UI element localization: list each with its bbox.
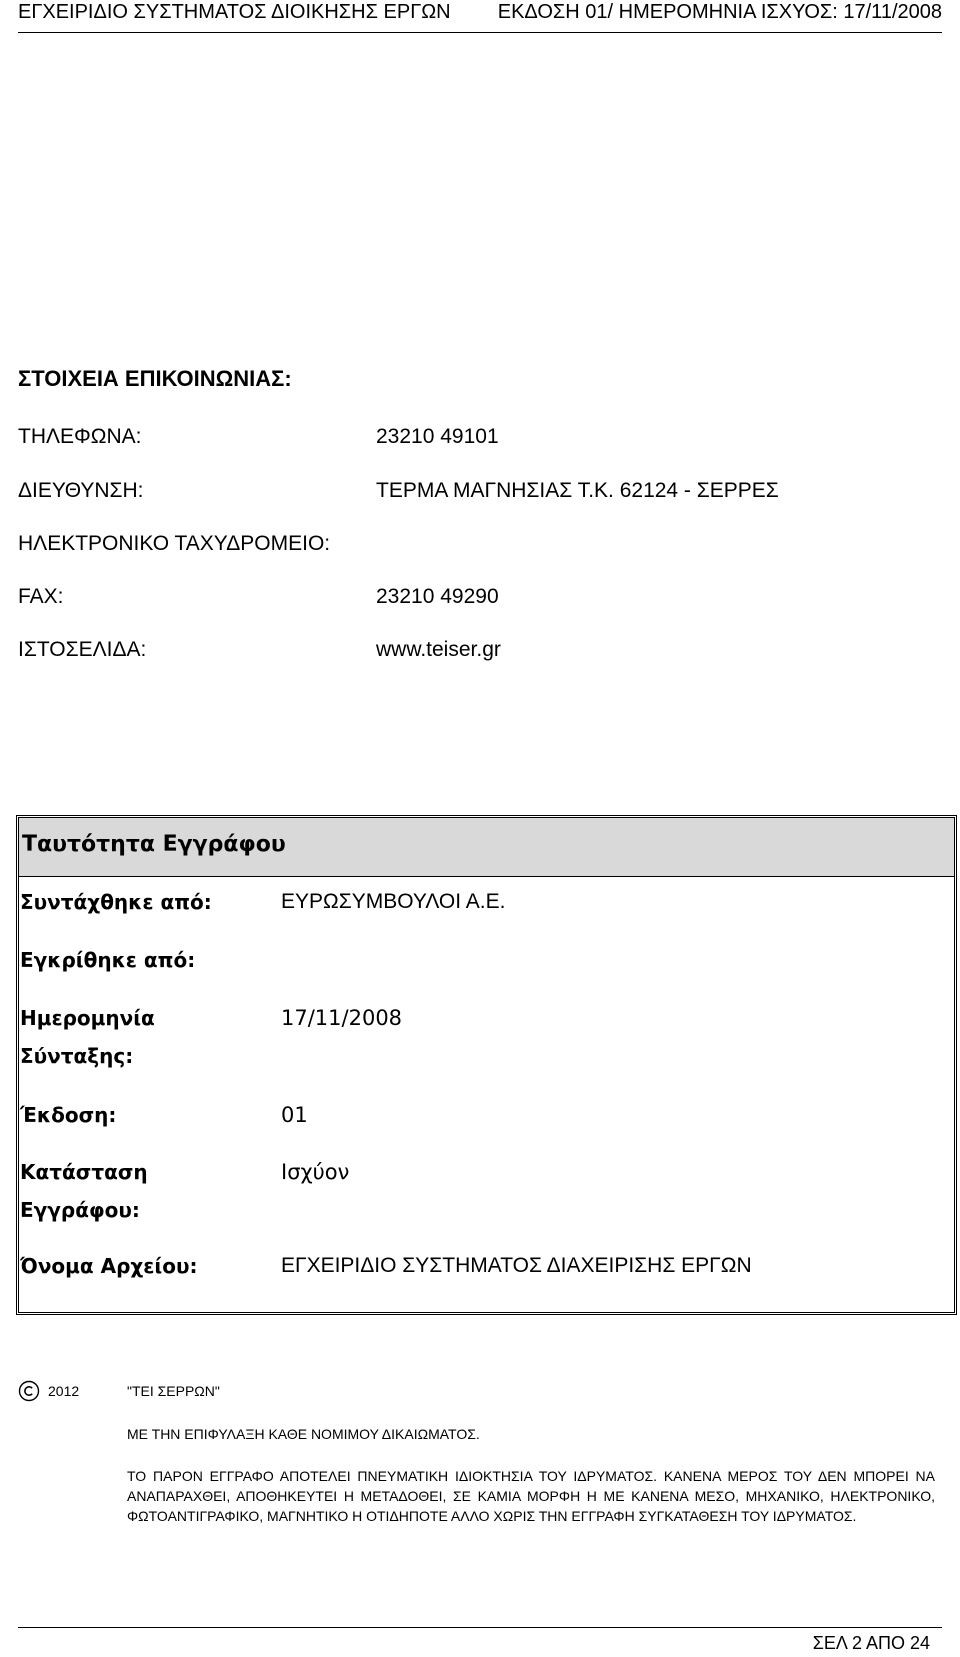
version-label: Έκδοση:	[20, 1103, 117, 1127]
header-version-info: ΕΚΔΟΣΗ 01/ ΗΜΕΡΟΜΗΝΙΑ ΙΣΧΥΟΣ: 17/11/2008	[497, 1, 942, 23]
phone-label: ΤΗΛΕΦΩΝΑ:	[18, 425, 142, 448]
address-value: ΤΕΡΜΑ ΜΑΓΝΗΣΙΑΣ Τ.Κ. 62124 - ΣΕΡΡΕΣ	[376, 479, 779, 502]
copyright-notice: ΤΟ ΠΑΡΟΝ ΕΓΓΡΑΦΟ ΑΠΟΤΕΛΕΙ ΠΝΕΥΜΑΤΙΚΗ ΙΔΙΟΚΤΗΣΙΑ ΤΟΥ ΙΔΡΥΜΑΤΟΣ. ΚΑΝΕΝΑ ΜΕΡΟΣ ΤΟΥ ΔΕΝ ΜΠΟΡΕΙ ΝΑ ΑΝΑΠΑΡΑΧΘΕΙ, ΑΠΟΘΗΚΕΥΤΕΙ Η ΜΕΤΑΔΟΘΕΙ, ΣΕ ΚΑΜΙΑ ΜΟΡΦΗ Η ΜΕ ΚΑΝΕΝΑ ΜΕΣΟ, ΜΗΧΑΝΙΚΟ, ΗΛΕΚΤΡΟΝΙΚΟ, ΦΩΤΟΑΝΤΙΓΡΑΦΙΚΟ, ΜΑΓΝΗΤΙΚΟ Η ΟΤΙΔΗΠΟΤΕ ΑΛΛΟ ΧΩΡΙΣ ΤΗΝ ΕΓΓΡΑΦΗ ΣΥΓΚΑΤΑΘΕΣΗ ΤΟΥ ΙΔΡΥΜΑΤΟΣ.	[127, 1468, 935, 1524]
version-value: 01	[281, 1103, 308, 1127]
copyright-year: 2012	[48, 1383, 80, 1399]
filename-label: Όνομα Αρχείου:	[20, 1254, 198, 1278]
website-value: www.teiser.gr	[376, 638, 501, 661]
email-label: ΗΛΕΚΤΡΟΝΙΚΟ ΤΑΧΥΔΡΟΜΕΙΟ:	[18, 532, 331, 555]
status-value: Ισχύον	[281, 1160, 350, 1184]
fax-label: FAX:	[18, 585, 64, 608]
status-label-line1: Κατάσταση	[20, 1160, 148, 1184]
header-divider	[18, 32, 942, 33]
footer-divider	[18, 1627, 942, 1628]
header-document-title: ΕΓΧΕΙΡΙΔΙΟ ΣΥΣΤΗΜΑΤΟΣ ΔΙΟΙΚΗΣΗΣ ΕΡΓΩΝ	[18, 1, 451, 23]
approved-by-label: Εγκρίθηκε από:	[20, 948, 196, 972]
date-label-line1: Ημερομηνία	[20, 1006, 155, 1030]
filename-value: ΕΓΧΕΙΡΙΔΙΟ ΣΥΣΤΗΜΑΤΟΣ ΔΙΑΧΕΙΡΙΣΗΣ ΕΡΓΩΝ	[281, 1254, 752, 1277]
identity-table-header	[19, 818, 954, 877]
contact-section-title: ΣΤΟΙΧΕΙΑ ΕΠΙΚΟΙΝΩΝΙΑΣ:	[18, 366, 292, 391]
phone-value: 23210 49101	[376, 425, 499, 448]
identity-table-title: Ταυτότητα Εγγράφου	[22, 832, 286, 857]
website-label: ΙΣΤΟΣΕΛΙΔΑ:	[18, 638, 147, 661]
rights-reserved: ΜΕ ΤΗΝ ΕΠΙΦΥΛΑΞΗ ΚΑΘΕ ΝΟΜΙΜΟΥ ΔΙΚΑΙΩΜΑΤΟΣ.	[127, 1426, 480, 1442]
date-label-line2: Σύνταξης:	[20, 1044, 134, 1068]
copyright-icon	[18, 1380, 40, 1402]
date-value: 17/11/2008	[281, 1006, 403, 1030]
copyright-owner: "ΤΕΙ ΣΕΡΡΩΝ"	[127, 1383, 220, 1399]
author-value: ΕΥΡΩΣΥΜΒΟΥΛΟΙ Α.Ε.	[281, 890, 506, 913]
address-label: ΔΙΕΥΘΥΝΣΗ:	[18, 479, 144, 502]
author-label: Συντάχθηκε από:	[20, 890, 212, 914]
document-identity-table	[16, 815, 957, 1315]
status-label-line2: Εγγράφου:	[20, 1198, 140, 1222]
page-number: ΣΕΛ 2 ΑΠΟ 24	[812, 1633, 930, 1653]
fax-value: 23210 49290	[376, 585, 499, 608]
